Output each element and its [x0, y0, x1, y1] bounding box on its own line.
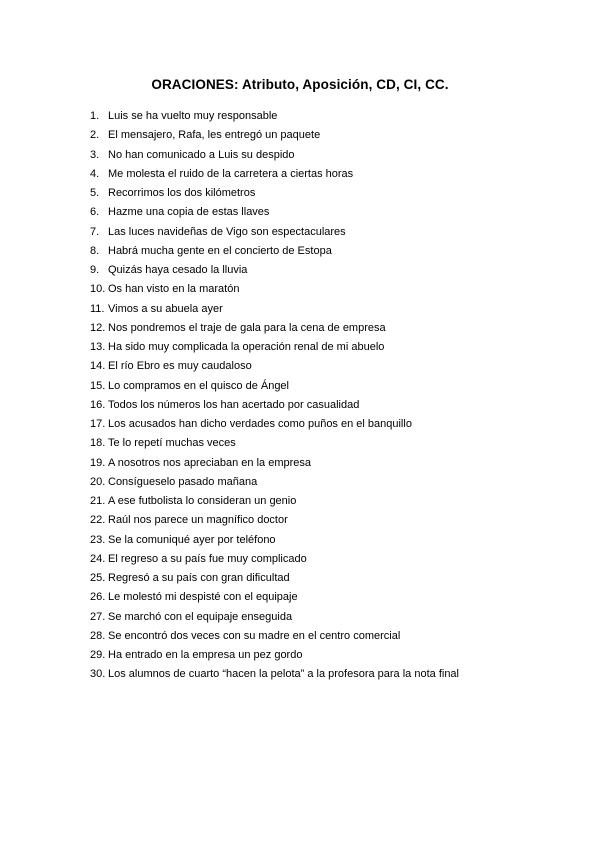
list-item — [90, 165, 459, 184]
item-text: Me molesta el ruido de la carretera a ciertas horas — [108, 167, 354, 180]
item-number: 30. — [90, 668, 106, 681]
page-title: ORACIONES: Atributo, Aposición, CD, CI, CC. — [151, 77, 449, 92]
item-number: 27. — [90, 610, 106, 623]
item-text: No han comunicado a Luis su despido — [108, 148, 295, 161]
item-text: Luis se ha vuelto muy responsable — [108, 110, 278, 122]
item-text: Nos pondremos el traje de gala para la cena de empresa — [108, 321, 386, 334]
list-item — [90, 665, 459, 684]
list-item — [90, 454, 459, 473]
item-number: 9. — [90, 264, 100, 276]
item-text: Los alumnos de cuarto “hacen la pelota” a la profesora para la nota final — [108, 668, 459, 681]
list-item — [90, 300, 459, 319]
list-item — [90, 223, 459, 242]
list-item — [90, 473, 459, 492]
item-number: 6. — [90, 206, 100, 219]
item-text: Se encontró dos veces con su madre en el centro comercial — [108, 629, 401, 642]
item-text: Ha entrado en la empresa un pez gordo — [108, 649, 303, 661]
item-number: 16. — [90, 398, 106, 411]
item-number: 5. — [90, 187, 100, 199]
item-text: Quizás haya cesado la lluvia — [108, 264, 248, 276]
item-number: 25. — [90, 572, 106, 584]
list-item — [90, 261, 459, 280]
item-number: 8. — [90, 244, 100, 257]
list-item — [90, 242, 459, 261]
item-text: Regresó a su país con gran dificultad — [108, 572, 290, 584]
item-number: 18. — [90, 437, 106, 450]
list-item — [90, 184, 459, 203]
item-number: 15. — [90, 379, 106, 392]
item-text: Los acusados han dicho verdades como puños en el banquillo — [108, 418, 412, 430]
list-item — [90, 415, 459, 434]
item-number: 7. — [90, 225, 100, 238]
item-number: 4. — [90, 167, 100, 180]
item-text: Habrá mucha gente en el concierto de Estopa — [108, 244, 332, 257]
list-item — [90, 107, 459, 126]
item-text: El mensajero, Rafa, les entregó un paquete — [108, 129, 321, 142]
list-item — [90, 396, 459, 415]
list-item — [90, 608, 459, 627]
list-item — [90, 550, 459, 569]
item-text: El regreso a su país fue muy complicado — [108, 552, 307, 565]
list-item — [90, 377, 459, 396]
item-text: El río Ebro es muy caudaloso — [108, 360, 252, 373]
list-item — [90, 569, 459, 588]
item-text: Se la comuniqué ayer por teléfono — [108, 533, 276, 546]
list-item — [90, 627, 459, 646]
list-item — [90, 319, 459, 338]
item-number: 23. — [90, 533, 106, 546]
item-number: 3. — [90, 148, 100, 161]
item-text: Las luces navideñas de Vigo son espectaculares — [108, 225, 346, 238]
list-item — [90, 357, 459, 376]
list-item — [90, 492, 459, 511]
list-item — [90, 588, 459, 607]
item-text: Todos los números los han acertado por casualidad — [108, 398, 360, 411]
item-text: Ha sido muy complicada la operación renal de mi abuelo — [108, 341, 385, 353]
list-item — [90, 338, 459, 357]
item-text: Vimos a su abuela ayer — [108, 302, 223, 315]
list-item — [90, 280, 459, 299]
item-text: Le molestó mi despisté con el equipaje — [108, 591, 298, 604]
item-number: 13. — [90, 341, 106, 353]
item-number: 14. — [90, 360, 106, 373]
item-number: 17. — [90, 418, 106, 430]
item-number: 24. — [90, 552, 106, 565]
list-item — [90, 203, 459, 222]
item-number: 1. — [90, 110, 100, 122]
item-number: 19. — [90, 456, 106, 469]
item-number: 10. — [90, 283, 106, 296]
item-text: Te lo repetí muchas veces — [108, 437, 236, 450]
item-text: Lo compramos en el quisco de Ángel — [108, 379, 289, 392]
item-number: 11. — [90, 302, 105, 315]
item-number: 29. — [90, 649, 106, 661]
item-number: 2. — [90, 129, 100, 142]
item-number: 28. — [90, 629, 106, 642]
item-text: Se marchó con el equipaje enseguida — [108, 610, 293, 623]
item-text: A nosotros nos apreciaban en la empresa — [108, 456, 312, 469]
list-item — [90, 146, 459, 165]
list-item — [90, 531, 459, 550]
item-number: 22. — [90, 514, 106, 527]
item-text: A ese futbolista lo consideran un genio — [108, 495, 297, 507]
item-text: Recorrimos los dos kilómetros — [108, 187, 256, 199]
list-item — [90, 434, 459, 453]
list-item — [90, 126, 459, 145]
list-item — [90, 646, 459, 665]
item-text: Os han visto en la maratón — [108, 283, 240, 296]
item-text: Consígueselo pasado mañana — [108, 475, 258, 488]
item-number: 12. — [90, 321, 106, 334]
item-number: 21. — [90, 495, 106, 507]
list-item — [90, 511, 459, 530]
item-number: 20. — [90, 475, 106, 488]
item-text: Raúl nos parece un magnífico doctor — [108, 514, 288, 527]
item-text: Hazme una copia de estas llaves — [108, 206, 270, 219]
item-number: 26. — [90, 591, 106, 604]
sentence-list — [90, 107, 459, 685]
